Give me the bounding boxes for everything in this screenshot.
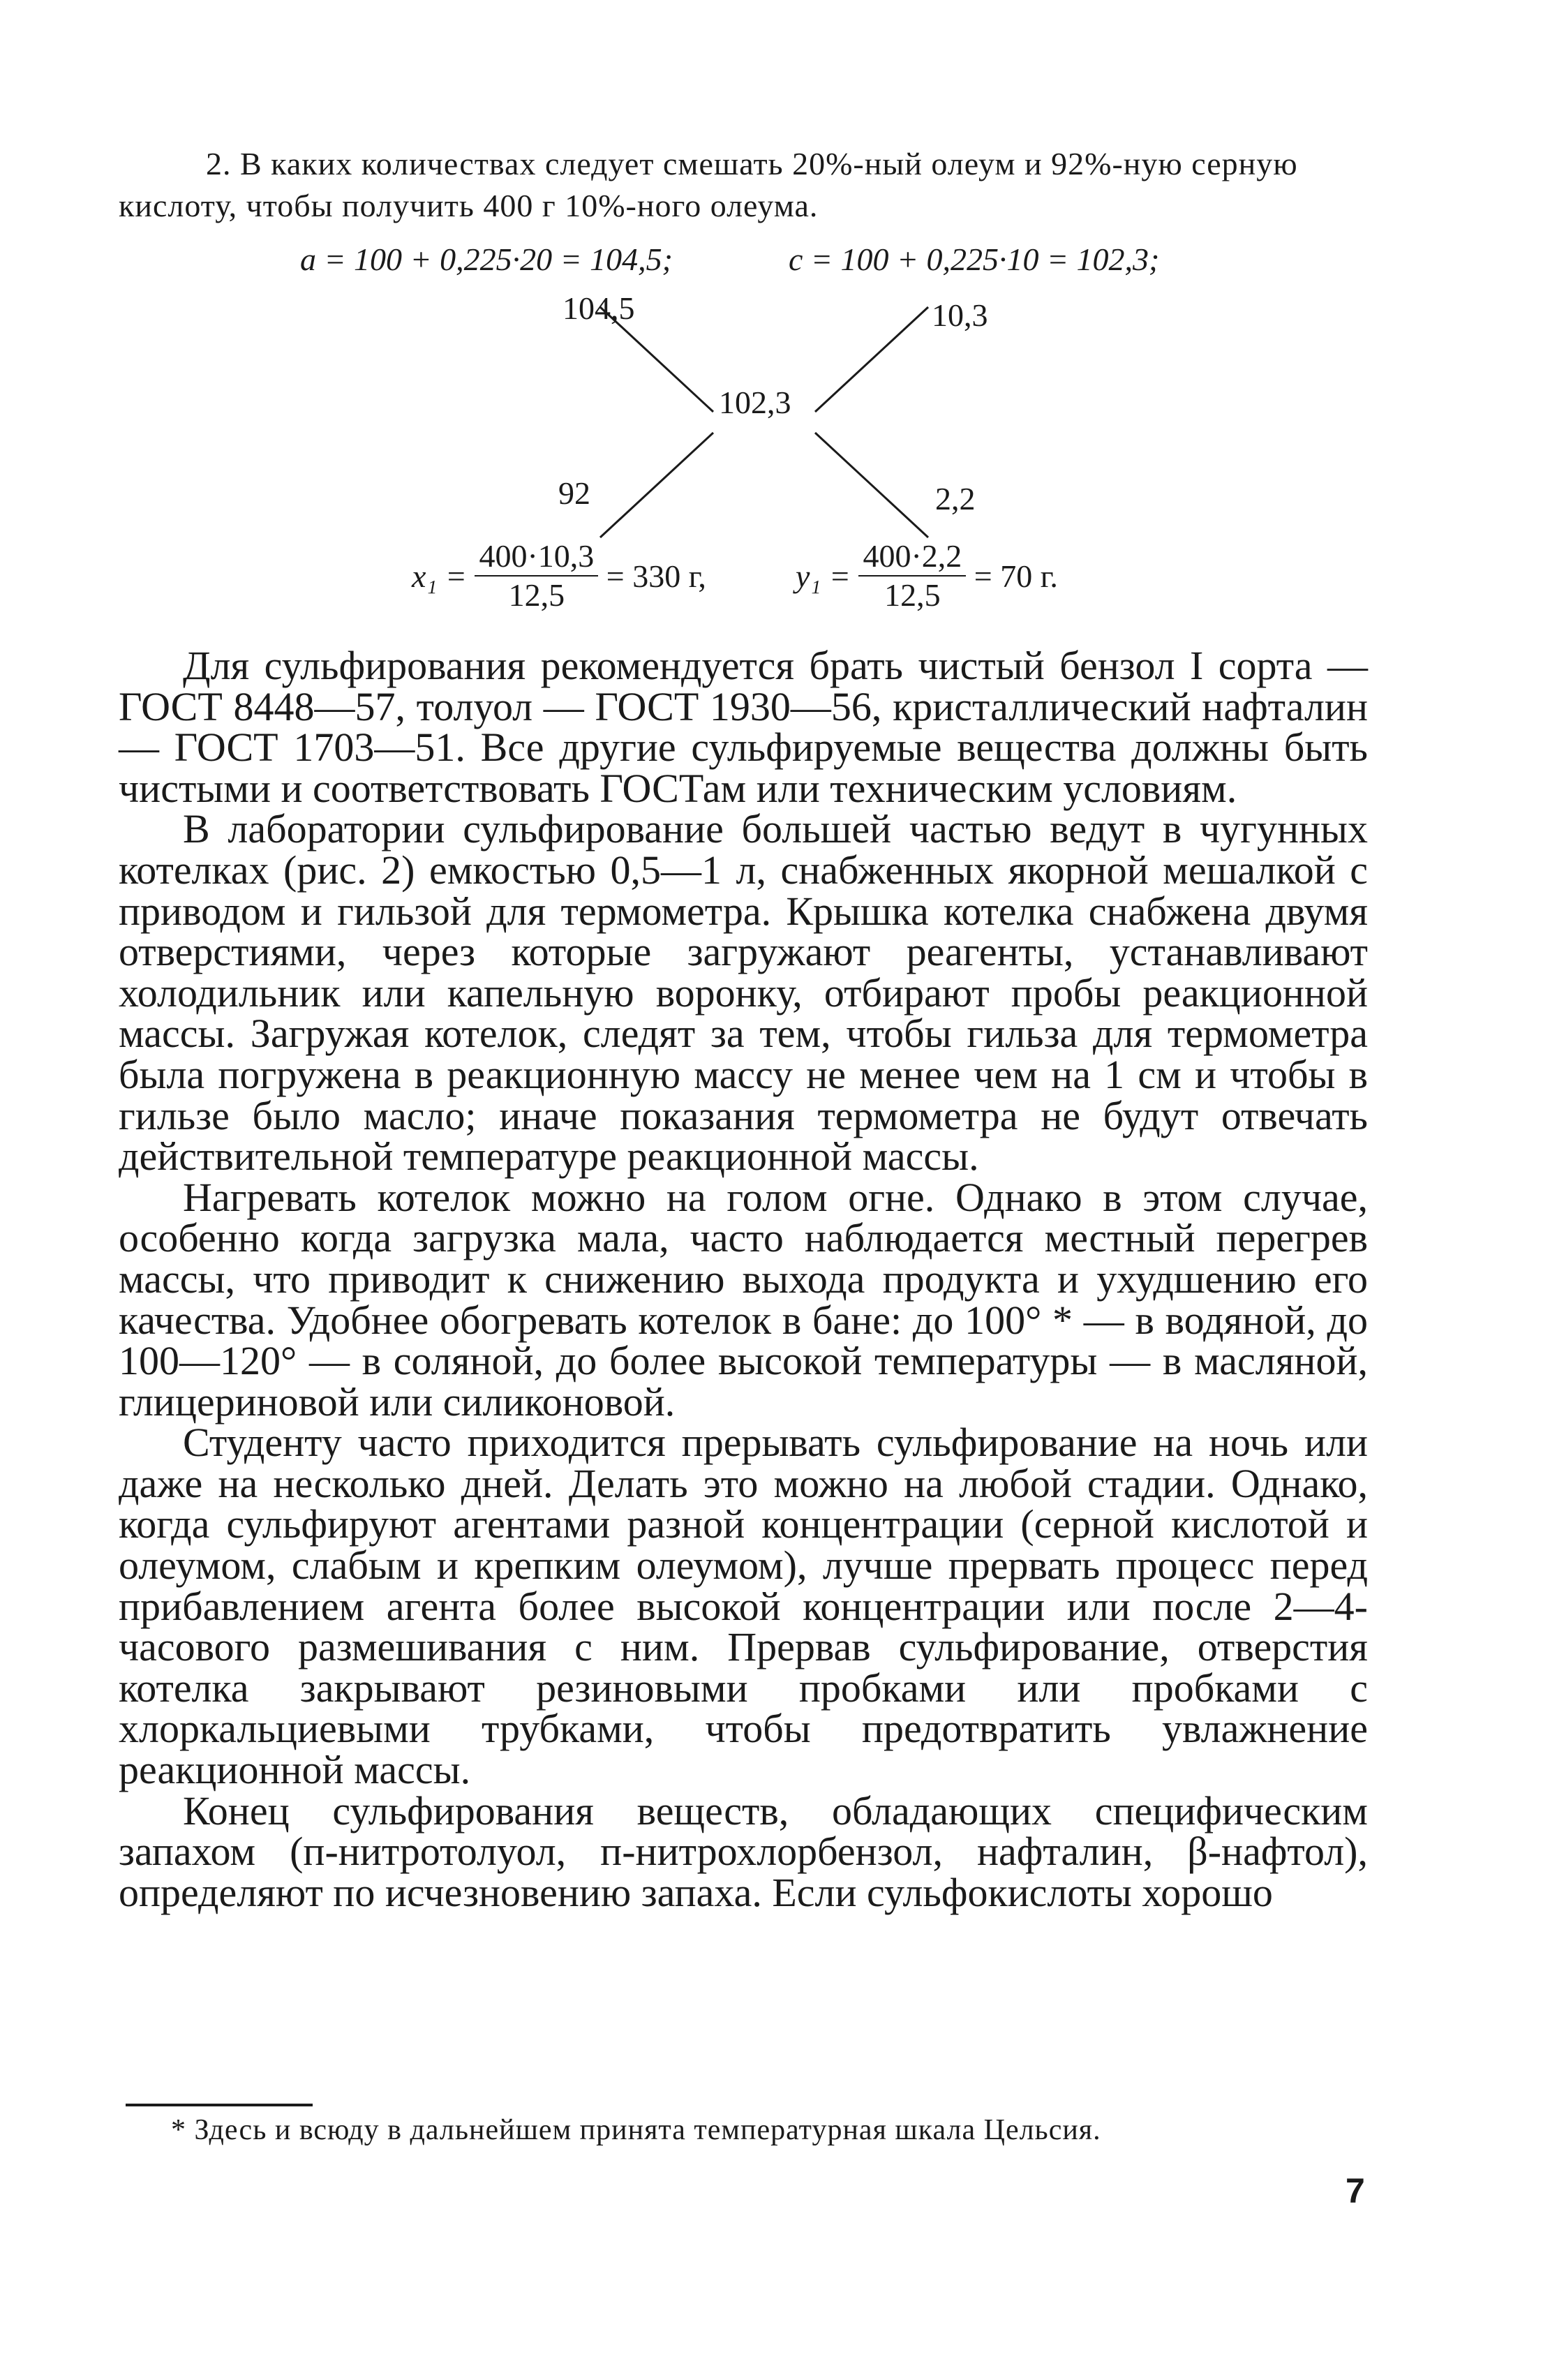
result-y: [796, 537, 1058, 621]
paragraph: В лаборатории сульфирование большей частью ведут в чугунных котелках (рис. 2) емкостью 0,5—1 л, снабженных якорной мешалкой с приводом и гильзой для термометра. Крышка котелка снабжена двумя отверстиями, через которые загружают реагенты, устанавливают холодильник или капельную воронку, отбирают пробы реакционной массы. Загружая котелок, следят за тем, чтобы гильза для термометра была погружена в реакционную массу не менее чем на 1 см и чтобы в гильзе было масло; иначе показания термометра не будут отвечать действительной температуре реакционной массы.: [119, 806, 1368, 1180]
body-text: [119, 643, 1368, 1915]
equation-c: с = 100 + 0,225·10 = 102,3;: [789, 241, 1160, 277]
x-numerator: 400·10,3: [475, 537, 598, 577]
x-denominator: 12,5: [508, 577, 565, 613]
diagram-line-bottom-right: [815, 433, 928, 537]
y-fraction: [858, 537, 966, 614]
equation-a: а = 100 + 0,225·20 = 104,5;: [300, 241, 673, 277]
footnote: * Здесь и всюду в дальнейшем принята температурная шкала Цельсия.: [171, 2114, 1101, 2146]
diagram-bottom-left-value: 92: [558, 475, 590, 511]
y-denominator: 12,5: [884, 577, 941, 613]
x-result: = 330 г,: [606, 558, 706, 594]
problem-number: 2.: [206, 146, 232, 181]
mixing-cross-diagram: [0, 0, 1550, 628]
paragraph: Нагревать котелок можно на голом огне. Однако в этом случае, особенно когда загрузка мала, часто наблюдается местный перегрев массы, что приводит к снижению выхода продукта и ухудшению его качества. Удобнее обогревать котелок в бане: до 100° * — в водяной, до 100—120° — в соляной, до более высокой температуры — в масляной, глицериновой или силиконовой.: [119, 1174, 1368, 1425]
footnote-divider: [126, 2104, 313, 2106]
x-fraction: [475, 537, 598, 614]
diagram-line-top-right: [815, 307, 928, 412]
diagram-center-value: 102,3: [719, 385, 791, 420]
diagram-bottom-right-value: 2,2: [935, 481, 976, 516]
result-x: [412, 537, 706, 621]
page-number: 7: [1346, 2171, 1365, 2210]
x-lhs: x₁ =: [412, 558, 467, 594]
paragraph: Конец сульфирования веществ, обладающих специфическим запахом (п-нитротолуол, п-нитрохлорбензол, нафталин, β-нафтол), определяют по исчезновению запаха. Если сульфокислоты хорошо: [119, 1787, 1368, 1915]
diagram-top-right-value: 10,3: [932, 297, 988, 333]
diagram-top-left-value: 104,5: [562, 290, 635, 326]
diagram-line-bottom-left: [600, 433, 713, 537]
y-result: = 70 г.: [974, 558, 1058, 594]
paragraph: Для сульфирования рекомендуется брать чистый бензол I сорта — ГОСТ 8448—57, толуол — ГОСТ 1930—56, кристаллический нафталин — ГОСТ 1703—51. Все другие сульфируемые вещества должны быть чистыми и соответствовать ГОСТам или техническим условиям.: [119, 643, 1368, 811]
paragraph: Студенту часто приходится прерывать сульфирование на ночь или даже на несколько дней. Делать это можно на любой стадии. Однако, когда сульфируют агентами разной концентрации (серной кислотой и олеумом, слабым и крепким олеумом), лучше прервать процесс перед прибавлением агента более высокой концентрации или после 2—4-часового размешивания с ним. Прервав сульфирование, отверстия котелка закрывают резиновыми пробками или пробками с хлоркальциевыми трубками, чтобы предотвратить увлажнение реакционной массы.: [119, 1420, 1368, 1793]
y-lhs: y₁ =: [796, 558, 851, 594]
problem-text: В каких количествах следует смешать 20%-ный олеум и 92%-ную серную кислоту, чтобы получить 400 г 10%-ного олеума.: [119, 146, 1298, 223]
y-numerator: 400·2,2: [858, 537, 966, 577]
